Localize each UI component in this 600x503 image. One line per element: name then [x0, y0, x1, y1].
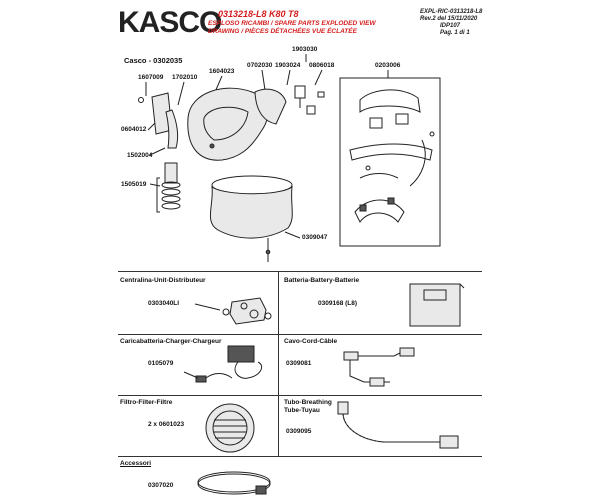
part-0309168: 0309168 (L8)	[318, 300, 358, 307]
divider-vertical	[278, 271, 279, 456]
caricabatteria-title: Caricabatteria-Charger-Chargeur	[120, 338, 222, 345]
idp-code: IDP107	[440, 23, 461, 29]
helmet-title: Casco - 0302035	[124, 56, 183, 65]
part-0307020: 0307020	[148, 482, 174, 489]
centralina-title: Centralina-Unit-Distributeur	[120, 277, 206, 284]
belt-drawing	[190, 462, 290, 502]
kasco-logo: KASCO	[118, 6, 222, 39]
part-0604012: 0604012	[121, 126, 147, 133]
divider-3	[118, 395, 482, 396]
part-1903030: 1903030	[292, 46, 318, 53]
part-0303040LI: 0303040LI	[148, 300, 180, 307]
part-0309047: 0309047	[302, 234, 328, 241]
doc-reference: EXPL-RIC-0313218-L8	[420, 9, 483, 15]
part-0601023: 2 x 0601023	[148, 421, 185, 428]
filter-drawing	[200, 400, 260, 454]
divider-4	[118, 456, 482, 457]
part-1903024: 1903024	[275, 62, 301, 69]
distributor-unit-drawing	[190, 288, 276, 332]
filtro-title: Filtro-Filter-Filtre	[120, 399, 173, 406]
part-1702010: 1702010	[172, 74, 198, 81]
divider-1	[118, 271, 482, 272]
batteria-title: Batteria-Battery-Batterie	[284, 277, 360, 284]
tubo-title-2: Tube-Tuyau	[284, 407, 320, 414]
tubo-title-1: Tubo-Breathing	[284, 399, 332, 406]
page-number: Pag. 1 di 1	[440, 30, 470, 36]
part-1607009: 1607009	[138, 74, 164, 81]
accessori-title: Accessori	[120, 460, 152, 467]
part-0309081: 0309081	[286, 360, 312, 367]
document-code: 0313218-L8 K80 T8	[218, 9, 299, 19]
revision: Rev.2 del 15/11/2020	[420, 16, 478, 22]
subtitle-line-1: ESPLOSO RICAMBI / SPARE PARTS EXPLODED VIEW	[208, 20, 376, 27]
breathing-tube-drawing	[330, 398, 470, 454]
part-0309095: 0309095	[286, 428, 312, 435]
part-0806018: 0806018	[309, 62, 335, 69]
charger-drawing	[180, 342, 276, 392]
cord-drawing	[330, 342, 480, 394]
part-1502004: 1502004	[127, 152, 153, 159]
part-0105079: 0105079	[148, 360, 174, 367]
part-1505019: 1505019	[121, 181, 147, 188]
part-1604023: 1604023	[209, 68, 235, 75]
part-0702030: 0702030	[247, 62, 273, 69]
part-0203006: 0203006	[375, 62, 401, 69]
divider-2	[118, 334, 482, 335]
cavo-title: Cavo-Cord-Câble	[284, 338, 338, 345]
battery-drawing	[400, 278, 472, 330]
subtitle-line-2: DRAWING / PIÈCES DÉTACHÉES VUE ÉCLATÉE	[208, 28, 357, 35]
